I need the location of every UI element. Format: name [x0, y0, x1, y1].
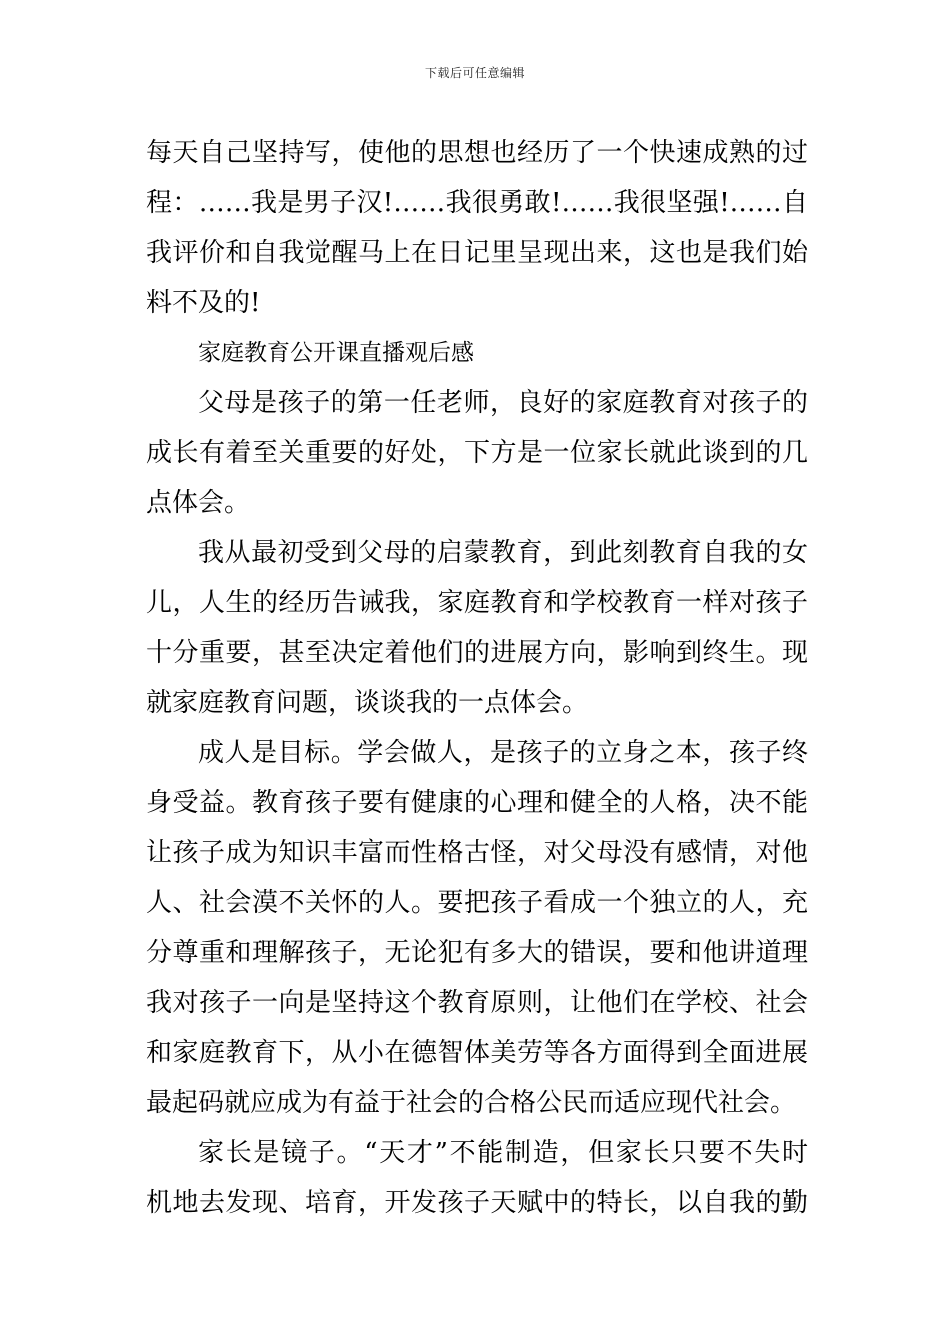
section-title: 家庭教育公开课直播观后感	[198, 340, 474, 366]
page-header: 下载后可任意编辑	[424, 66, 525, 80]
text-line: 成长有着至关重要的好处，下方是一位家长就此谈到的几	[146, 438, 808, 468]
text-line: 料不及的!	[146, 288, 261, 318]
text-line: 分尊重和理解孩子，无论犯有多大的错误，要和他讲道理	[146, 938, 808, 968]
text-line: 家长是镜子。“天才”不能制造，但家长只要不失时	[198, 1138, 808, 1168]
text-line: 成人是目标。学会做人，是孩子的立身之本，孩子终	[198, 738, 808, 768]
text-line: 点体会。	[146, 488, 251, 518]
text-line: 儿，人生的经历告诫我，家庭教育和学校教育一样对孩子	[146, 588, 808, 618]
text-line: 我评价和自我觉醒马上在日记里呈现出来，这也是我们始	[146, 238, 808, 268]
text-line: 和家庭教育下，从小在德智体美劳等各方面得到全面进展	[146, 1038, 808, 1068]
text-line: 我从最初受到父母的启蒙教育，到此刻教育自我的女	[198, 538, 808, 568]
text-line: 十分重要，甚至决定着他们的进展方向，影响到终生。现	[146, 638, 808, 668]
text-line: 身受益。教育孩子要有健康的心理和健全的人格，决不能	[146, 788, 808, 818]
text-line: 父母是孩子的第一任老师，良好的家庭教育对孩子的	[198, 388, 808, 418]
text-line: 人、社会漠不关怀的人。要把孩子看成一个独立的人，充	[146, 888, 808, 918]
text-line: 让孩子成为知识丰富而性格古怪，对父母没有感情，对他	[146, 838, 808, 868]
text-line: 程：……我是男子汉!……我很勇敢!……我很坚强!……自	[146, 188, 808, 218]
text-line: 机地去发现、培育，开发孩子天赋中的特长，以自我的勤	[146, 1188, 808, 1218]
document-body	[146, 128, 808, 1228]
text-line: 每天自己坚持写，使他的思想也经历了一个快速成熟的过	[146, 138, 808, 168]
text-line: 最起码就应成为有益于社会的合格公民而适应现代社会。	[146, 1088, 797, 1118]
text-line: 我对孩子一向是坚持这个教育原则，让他们在学校、社会	[146, 988, 808, 1018]
text-line: 就家庭教育问题，谈谈我的一点体会。	[146, 688, 589, 718]
